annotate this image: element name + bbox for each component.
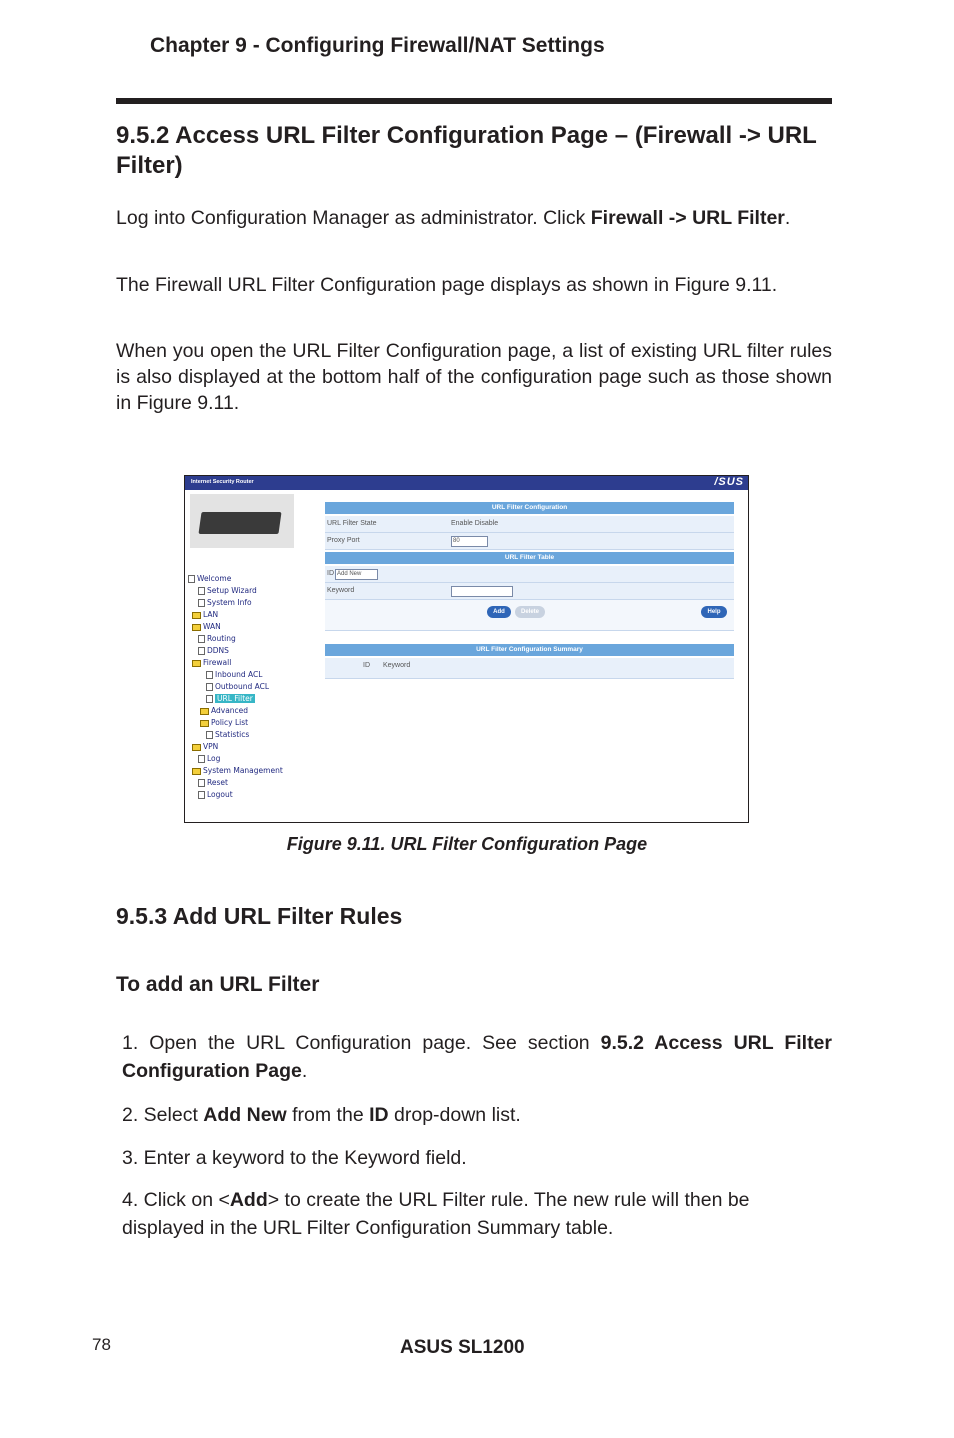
doc-icon	[198, 647, 205, 655]
figure-caption: Figure 9.11. URL Filter Configuration Page	[286, 834, 648, 854]
tree-advanced[interactable]: Advanced	[200, 706, 248, 715]
tree-ddns[interactable]: DDNS	[198, 646, 229, 655]
router-image	[190, 494, 294, 548]
tree-lan[interactable]: LAN	[192, 610, 218, 619]
tree-outbound-acl[interactable]: Outbound ACL	[206, 682, 269, 691]
tree-wan[interactable]: WAN	[192, 622, 221, 631]
port-row	[325, 533, 734, 550]
button-row	[325, 600, 734, 631]
state-radios[interactable]: Enable Disable	[451, 520, 499, 527]
tree-log[interactable]: Log	[198, 754, 220, 763]
tree-setup-wizard[interactable]: Setup Wizard	[198, 586, 257, 595]
config-header: URL Filter Configuration	[325, 502, 734, 514]
folder-icon	[192, 744, 201, 751]
delete-button[interactable]: Delete	[515, 606, 545, 618]
section-title: 9.5.2 Access URL Filter Configuration Page – (Firewall -> URL Filter)	[116, 122, 817, 179]
doc-icon	[206, 695, 213, 703]
page-number: 78	[92, 1335, 111, 1354]
step-3: 3. Enter a keyword to the Keyword field.	[122, 1147, 467, 1169]
id-row	[325, 566, 734, 583]
subsection-title: 9.5.3 Add URL Filter Rules	[116, 903, 403, 929]
tree-vpn[interactable]: VPN	[192, 742, 218, 751]
doc-icon	[206, 683, 213, 691]
router-title: Internet Security Router	[191, 479, 254, 485]
keyword-label: Keyword	[327, 587, 355, 594]
port-input[interactable]: 80	[451, 536, 488, 547]
tree-routing[interactable]: Routing	[198, 634, 236, 643]
figure-topbar	[185, 476, 748, 490]
footer-product: ASUS SL1200	[400, 1337, 525, 1358]
help-button[interactable]: Help	[701, 606, 727, 618]
folder-icon	[200, 708, 209, 715]
doc-icon	[198, 635, 205, 643]
chapter-heading: Chapter 9 - Configuring Firewall/NAT Settings	[150, 34, 605, 57]
folder-icon	[192, 768, 201, 775]
step-2: 2. Select Add New from the ID drop-down list.	[122, 1104, 521, 1126]
tree-system-info[interactable]: System Info	[198, 598, 252, 607]
add-button[interactable]: Add	[487, 606, 511, 618]
doc-icon	[198, 779, 205, 787]
keyword-row	[325, 583, 734, 600]
step-1: 1. Open the URL Configuration page. See section 9.5.2 Access URL Filter Configuration Page.	[122, 1032, 832, 1082]
doc-icon	[198, 599, 205, 607]
tree-welcome[interactable]: Welcome	[188, 574, 231, 583]
summary-id-col: ID	[363, 662, 370, 669]
state-row	[325, 516, 734, 533]
subsection-subtitle: To add an URL Filter	[116, 973, 320, 996]
folder-icon	[200, 720, 209, 727]
folder-icon	[192, 660, 201, 667]
url-filter-screenshot	[184, 475, 749, 823]
id-label: ID	[327, 570, 334, 577]
tree-system-management[interactable]: System Management	[192, 766, 283, 775]
doc-icon	[206, 731, 213, 739]
tree-policy-list[interactable]: Policy List	[200, 718, 248, 727]
asus-logo: /SUS	[714, 476, 744, 488]
paragraph-display: The Firewall URL Filter Configuration page displays as shown in Figure 9.11.	[116, 274, 778, 296]
doc-icon	[198, 755, 205, 763]
tree-logout[interactable]: Logout	[198, 790, 233, 799]
paragraph-login: Log into Configuration Manager as administrator. Click Firewall -> URL Filter.	[116, 207, 791, 229]
router-body	[198, 512, 281, 534]
firewall-path: Firewall -> URL Filter	[590, 207, 785, 229]
tree-reset[interactable]: Reset	[198, 778, 228, 787]
id-select[interactable]: Add New	[335, 569, 378, 580]
state-label: URL Filter State	[327, 520, 377, 527]
tree-inbound-acl[interactable]: Inbound ACL	[206, 670, 262, 679]
port-label: Proxy Port	[327, 537, 360, 544]
table-header: URL Filter Table	[325, 552, 734, 564]
doc-icon	[198, 791, 205, 799]
folder-icon	[192, 612, 201, 619]
header-rule	[116, 98, 832, 104]
paragraph-list: When you open the URL Filter Configuration page, a list of existing URL filter rules is also displayed at the bottom half of the configuration page such as those shown in Figure 9.11.	[116, 340, 832, 414]
tree-url-filter[interactable]: URL Filter	[206, 694, 255, 703]
tree-statistics[interactable]: Statistics	[206, 730, 249, 739]
doc-icon	[188, 575, 195, 583]
step-4: 4. Click on <Add> to create the URL Filter rule. The new rule will then be displayed in the URL Filter Configuration Summary table.	[122, 1189, 750, 1239]
doc-icon	[206, 671, 213, 679]
tree-firewall[interactable]: Firewall	[192, 658, 231, 667]
summary-header: URL Filter Configuration Summary	[325, 644, 734, 656]
summary-keyword-col: Keyword	[383, 662, 411, 669]
doc-icon	[198, 587, 205, 595]
keyword-input[interactable]	[451, 586, 513, 597]
summary-columns	[325, 658, 734, 679]
folder-icon	[192, 624, 201, 631]
